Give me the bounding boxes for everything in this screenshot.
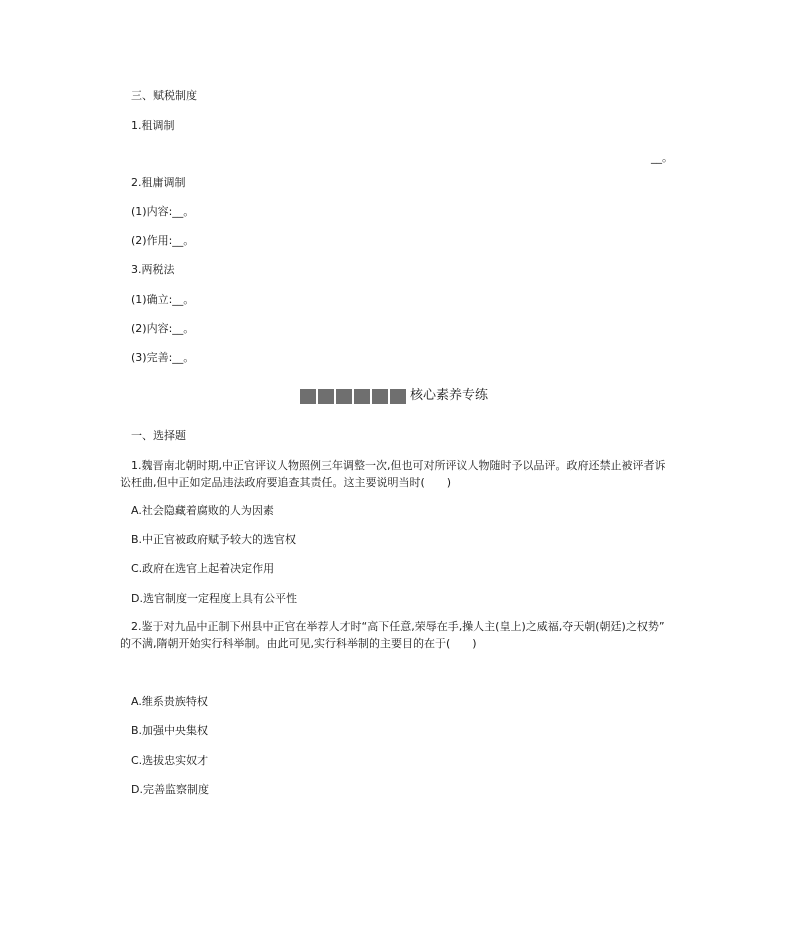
item-zuyongdiao-content: (1)内容:__。 <box>131 205 195 218</box>
item-zudiao: 1.租调制 <box>131 119 175 132</box>
item-liangshuifa-improve: (3)完善:__。 <box>131 351 195 364</box>
question-1-option-a: A.社会隐藏着腐败的人为因素 <box>131 504 274 517</box>
banner-block <box>372 389 388 404</box>
question-2-option-d: D.完善监察制度 <box>131 783 209 796</box>
banner-block <box>354 389 370 404</box>
choice-heading: 一、选择题 <box>131 429 186 442</box>
banner-block <box>390 389 406 404</box>
item-zuyongdiao-effect: (2)作用:__。 <box>131 234 195 247</box>
item-liangshuifa-content: (2)内容:__。 <box>131 322 195 335</box>
banner-blocks <box>300 389 408 404</box>
banner-title: 核心素养专练 <box>410 388 489 403</box>
section-banner <box>300 387 488 405</box>
question-1-option-d: D.选官制度一定程度上具有公平性 <box>131 592 297 605</box>
question-2-stem-line-1: 2.鉴于对九品中正制下州县中正官在举荐人才时“高下任意,荣辱在手,操人主(皇上)之威福,夺天朝(朝廷)之权势” <box>131 620 665 633</box>
item-zuyongdiao: 2.租庸调制 <box>131 176 186 189</box>
question-1-option-b: B.中正官被政府赋予较大的选官权 <box>131 533 297 546</box>
question-2-stem-line-2: 的不满,隋朝开始实行科举制。由此可见,实行科举制的主要目的在于( ) <box>120 637 477 650</box>
banner-block <box>336 389 352 404</box>
banner-block <box>300 389 316 404</box>
item-zudiao-blank: __。 <box>651 151 673 164</box>
question-2-option-b: B.加强中央集权 <box>131 724 209 737</box>
question-2-option-a: A.维系贵族特权 <box>131 695 208 708</box>
question-1-stem-line-2: 讼枉曲,但中正如定品违法政府要追查其责任。这主要说明当时( ) <box>120 476 452 489</box>
question-2-option-c: C.选拔忠实奴才 <box>131 754 209 767</box>
question-1-stem-line-1: 1.魏晋南北朝时期,中正官评议人物照例三年调整一次,但也可对所评议人物随时予以品评。政府还禁止被评者诉 <box>131 459 666 472</box>
section-heading-taxation: 三、赋税制度 <box>131 89 197 102</box>
item-liangshuifa: 3.两税法 <box>131 263 175 276</box>
banner-block <box>318 389 334 404</box>
question-1-option-c: C.政府在选官上起着决定作用 <box>131 562 275 575</box>
item-liangshuifa-establish: (1)确立:__。 <box>131 293 195 306</box>
